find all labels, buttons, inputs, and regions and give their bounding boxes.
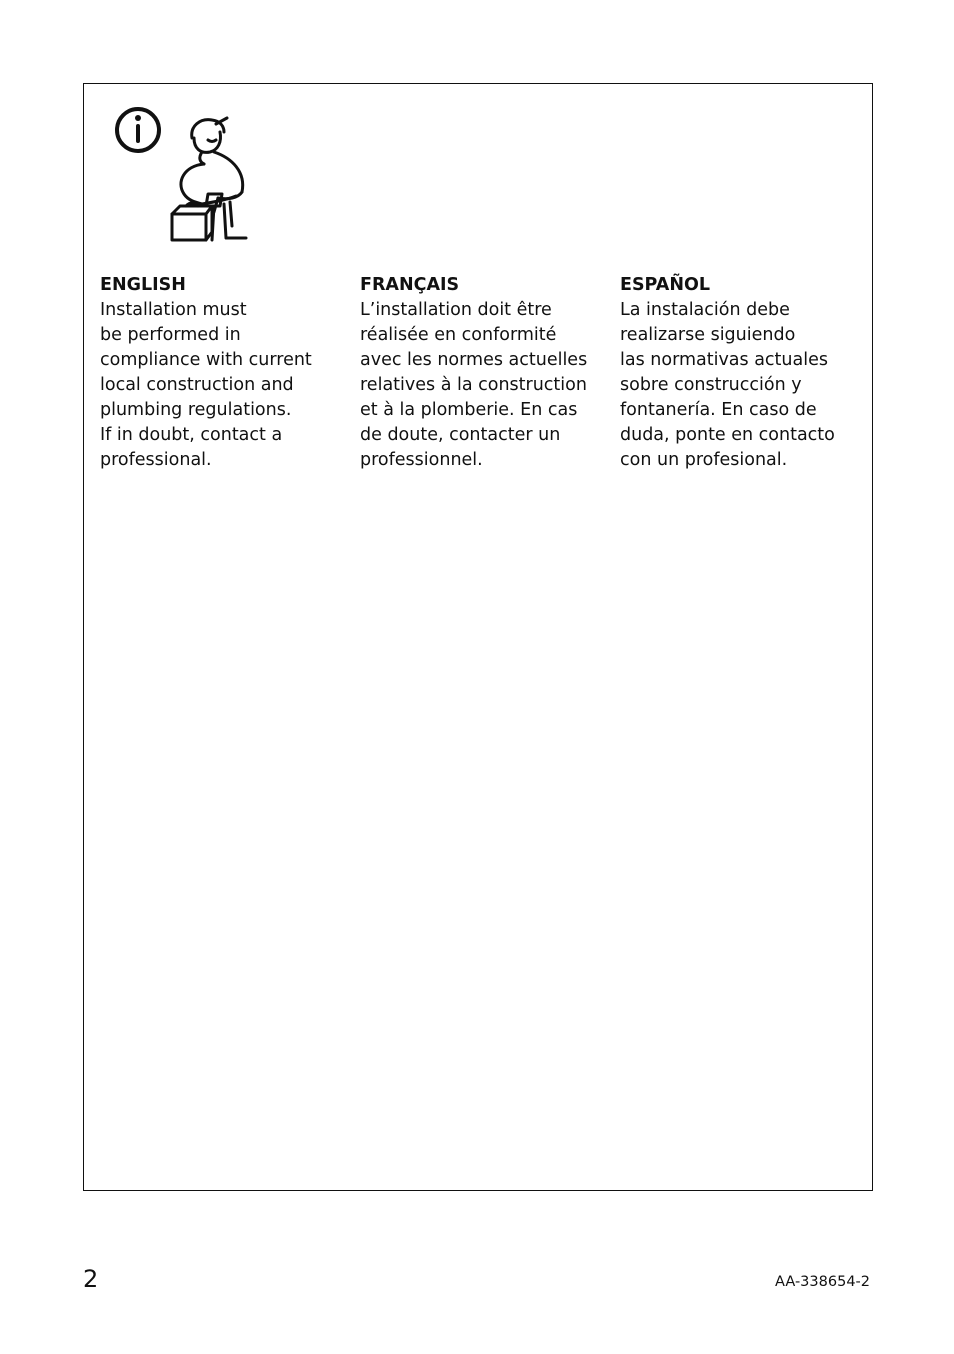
section-text-line: compliance with current xyxy=(100,350,312,370)
section-text-line: de doute, contacter un xyxy=(360,425,561,445)
section-french xyxy=(360,273,600,473)
section-text-line: professionnel. xyxy=(360,450,483,470)
section-english xyxy=(100,273,340,473)
section-text-line: Installation must xyxy=(100,300,247,320)
section-text-line: plumbing regulations. xyxy=(100,400,292,420)
document-code: AA-338654-2 xyxy=(775,1274,870,1290)
content-frame xyxy=(83,83,873,1191)
section-text-line: fontanería. En caso de xyxy=(620,400,817,420)
installer-figure-icon xyxy=(172,118,246,240)
page-number: 2 xyxy=(83,1265,99,1293)
section-text-line: La instalación debe xyxy=(620,300,790,320)
section-text-line: If in doubt, contact a xyxy=(100,425,283,445)
section-heading-french: FRANÇAIS xyxy=(360,275,460,295)
section-text-line: avec les normes actuelles xyxy=(360,350,588,370)
section-text-line: sobre construcción y xyxy=(620,375,802,395)
section-text-line: L’installation doit être xyxy=(360,300,552,320)
section-text-line: professional. xyxy=(100,450,212,470)
section-heading-spanish: ESPAÑOL xyxy=(620,275,710,295)
section-text-line: realizarse siguiendo xyxy=(620,325,796,345)
section-text-line: et à la plomberie. En cas xyxy=(360,400,578,420)
section-text-line: duda, ponte en contacto xyxy=(620,425,835,445)
section-text-line: con un profesional. xyxy=(620,450,788,470)
section-text-line: local construction and xyxy=(100,375,294,395)
section-text-line: be performed in xyxy=(100,325,241,345)
section-text-line: réalisée en conformité xyxy=(360,325,557,345)
section-text-line: relatives à la construction xyxy=(360,375,587,395)
info-installer-illustration xyxy=(114,102,259,244)
section-spanish xyxy=(620,273,860,473)
section-heading-english: ENGLISH xyxy=(100,275,186,295)
section-text-line: las normativas actuales xyxy=(620,350,828,370)
